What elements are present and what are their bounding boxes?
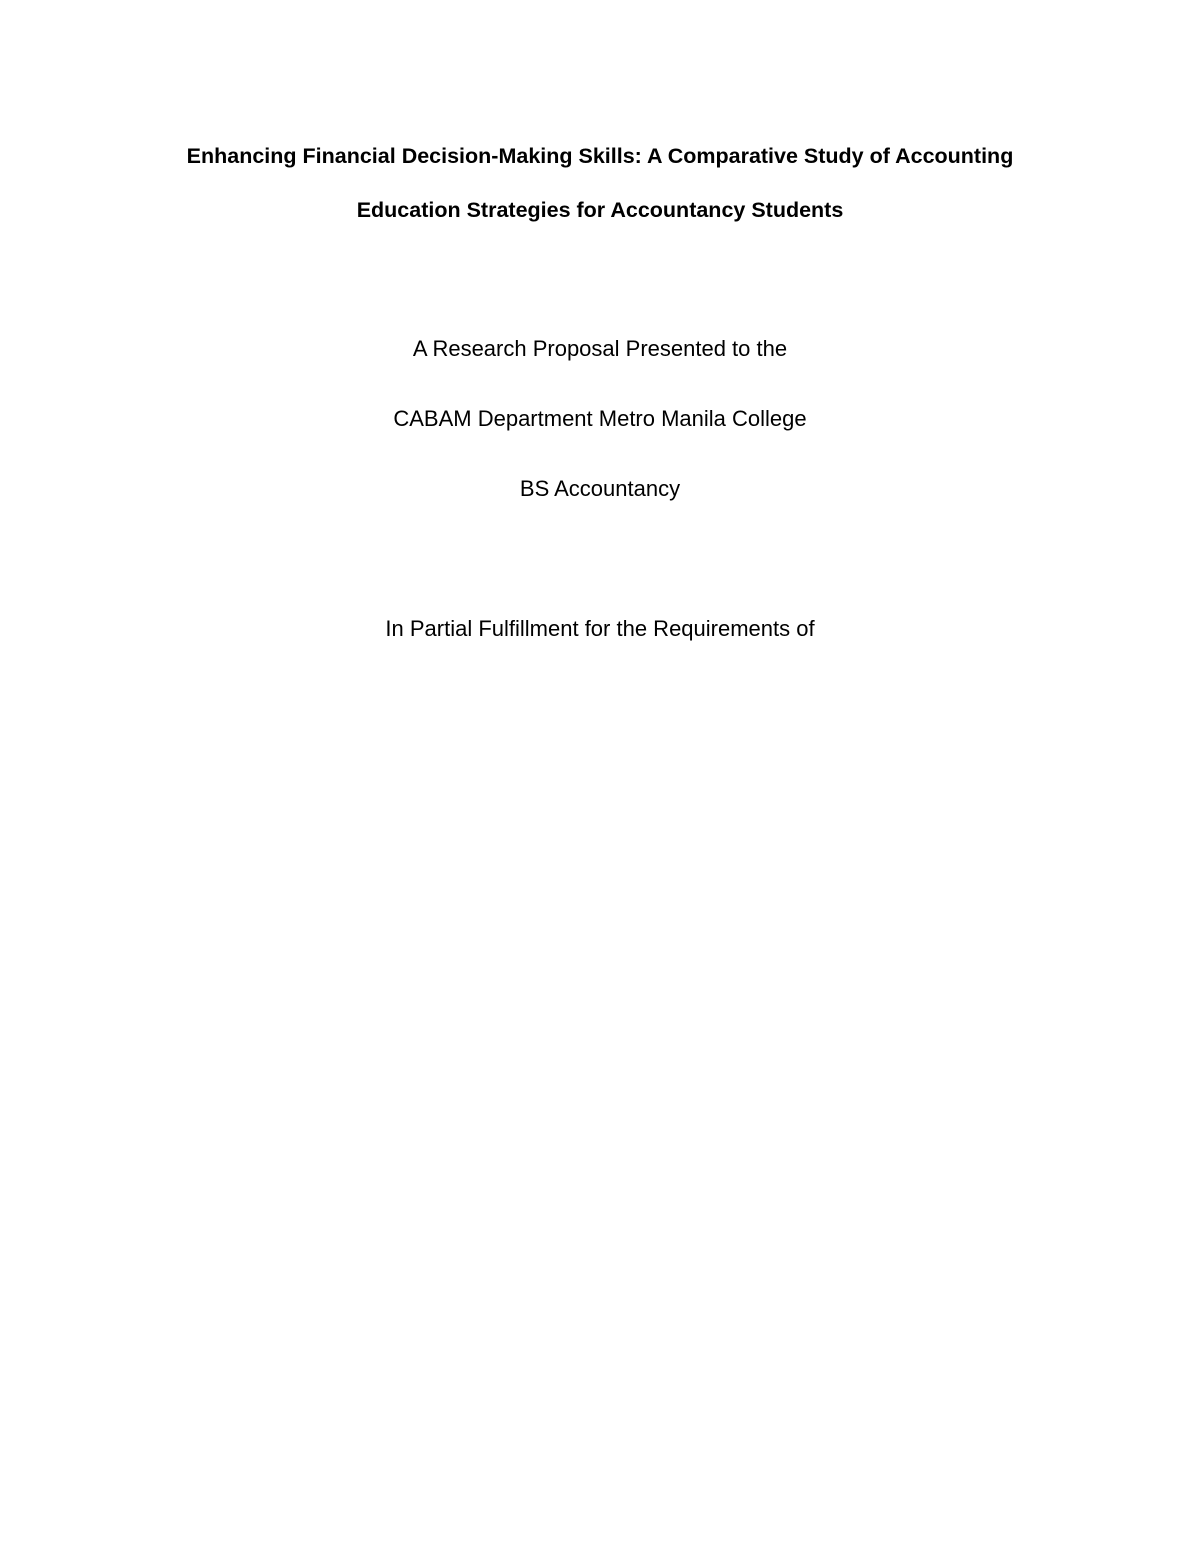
department-text: CABAM Department Metro Manila College [393, 406, 807, 431]
presented-to-text: A Research Proposal Presented to the [412, 336, 788, 361]
program-text: BS Accountancy [519, 476, 681, 501]
title-line-2: Education Strategies for Accountancy Students [356, 198, 844, 222]
title-line-1: Enhancing Financial Decision-Making Skills: A Comparative Study of Accounting [186, 144, 1014, 168]
fulfillment-text: In Partial Fulfillment for the Requirements of [385, 616, 815, 641]
